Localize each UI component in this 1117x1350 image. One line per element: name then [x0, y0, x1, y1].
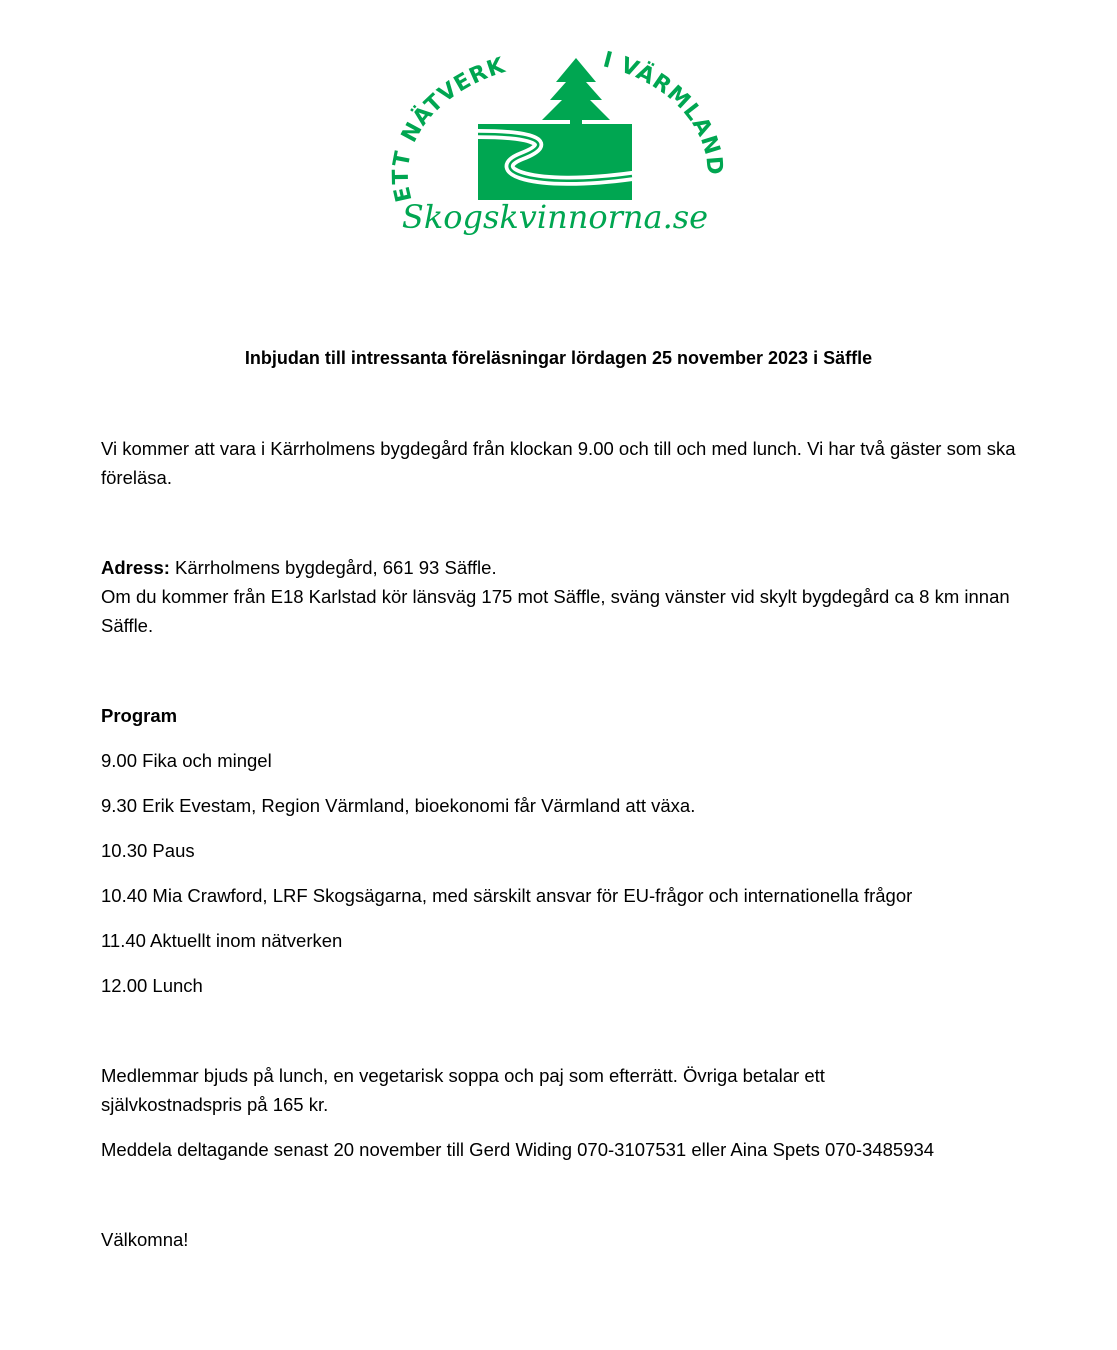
- page-title: Inbjudan till intressanta föreläsningar lördagen 25 november 2023 i Säffle: [244, 348, 873, 368]
- closing-text: Välkomna!: [101, 1229, 189, 1250]
- tree-icon: [542, 58, 610, 128]
- program-item: 9.00 Fika och mingel: [101, 750, 272, 771]
- address-value: Kärrholmens bygdegård, 661 93 Säffle.: [169, 557, 497, 578]
- rsvp-paragraph: Meddela deltagande senast 20 november till Gerd Widing 070-3107531 eller Aina Spets 070-3485934: [101, 1139, 935, 1160]
- program-item: 12.00 Lunch: [101, 975, 203, 996]
- logo-wordmark: Skogskvinnorna.se: [401, 198, 709, 236]
- logo-right-text: I VÄRMLAND: [600, 48, 727, 177]
- address-directions: Om du kommer från E18 Karlstad kör länsväg 175 mot Säffle, sväng vänster vid skylt bygdegård ca 8 km innan Säffle.: [101, 586, 1010, 636]
- program-item: 10.30 Paus: [101, 840, 195, 861]
- address-label: Adress:: [101, 557, 170, 578]
- intro-paragraph: Vi kommer att vara i Kärrholmens bygdegård från klockan 9.00 och till och med lunch. Vi har två gäster som ska föreläsa.: [101, 438, 1016, 488]
- logo-top-text: ETT NÄTVERK: [388, 53, 509, 205]
- skogskvinnorna-logo: [380, 48, 740, 248]
- lunch-info-paragraph: Medlemmar bjuds på lunch, en vegetarisk soppa och paj som efterrätt. Övriga betalar ett självkostnadspris på 165 kr.: [101, 1065, 825, 1115]
- program-item: 10.40 Mia Crawford, LRF Skogsägarna, med särskilt ansvar för EU-frågor och internationella frågor: [101, 885, 913, 906]
- program-heading: Program: [101, 705, 178, 726]
- address-line: [101, 553, 1021, 582]
- program-item: 11.40 Aktuellt inom nätverken: [101, 930, 343, 951]
- road-square-icon: [478, 124, 632, 200]
- program-item: 9.30 Erik Evestam, Region Värmland, bioekonomi får Värmland att växa.: [101, 795, 696, 816]
